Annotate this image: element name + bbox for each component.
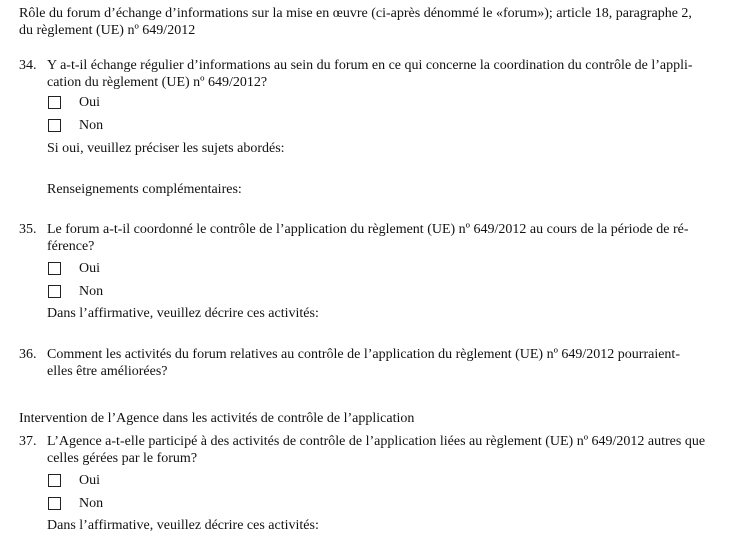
question-37-text-line1: L’Agence a-t-elle participé à des activités de contrôle de l’application liées au règlement (UE) nº 649/2012 autres que: [47, 434, 706, 449]
question-37-text-line2: celles gérées par le forum?: [47, 451, 198, 466]
option-label: Non: [79, 118, 104, 133]
question-35-followup-describe: Dans l’affirmative, veuillez décrire ces activités:: [47, 306, 319, 321]
question-34-text-line1: Y a-t-il échange régulier d’informations au sein du forum en ce qui concerne la coordination du contrôle de l’appli-: [47, 58, 693, 73]
option-label: Non: [79, 496, 104, 511]
checkbox-icon[interactable]: [48, 119, 61, 132]
question-37-followup-describe: Dans l’affirmative, veuillez décrire ces activités:: [47, 518, 319, 533]
question-37-option-yes[interactable]: [48, 472, 100, 489]
checkbox-icon[interactable]: [48, 285, 61, 298]
option-label: Oui: [79, 95, 100, 110]
question-34-followup-additional: Renseignements complémentaires:: [47, 182, 242, 197]
question-34-followup-topics: Si oui, veuillez préciser les sujets abordés:: [47, 141, 285, 156]
checkbox-icon[interactable]: [48, 262, 61, 275]
option-label: Non: [79, 284, 104, 299]
question-36-text-line1: Comment les activités du forum relatives au contrôle de l’application du règlement (UE) nº 649/2012 pourraient-: [47, 347, 680, 362]
question-37-option-no[interactable]: [48, 495, 103, 512]
section-heading-forum-line1: Rôle du forum d’échange d’informations sur la mise en œuvre (ci-après dénommé le «forum»); article 18, paragraphe 2,: [19, 6, 692, 21]
question-36-text-line2: elles être améliorées?: [47, 364, 168, 379]
checkbox-icon[interactable]: [48, 497, 61, 510]
question-37-number: 37.: [19, 434, 37, 449]
question-35-text-line1: Le forum a-t-il coordonné le contrôle de l’application du règlement (UE) nº 649/2012 au cours de la période de ré-: [47, 222, 689, 237]
question-35-option-no[interactable]: [48, 283, 103, 300]
question-34-option-yes[interactable]: [48, 94, 100, 111]
section-heading-forum-line2: du règlement (UE) nº 649/2012: [19, 23, 196, 38]
question-35-number: 35.: [19, 222, 37, 237]
option-label: Oui: [79, 473, 100, 488]
question-34-number: 34.: [19, 58, 37, 73]
checkbox-icon[interactable]: [48, 474, 61, 487]
option-label: Oui: [79, 261, 100, 276]
question-34-option-no[interactable]: [48, 117, 103, 134]
section-heading-agency: Intervention de l’Agence dans les activités de contrôle de l’application: [19, 411, 415, 426]
question-34-text-line2: cation du règlement (UE) nº 649/2012?: [47, 75, 268, 90]
question-36-number: 36.: [19, 347, 37, 362]
question-35-option-yes[interactable]: [48, 260, 100, 277]
checkbox-icon[interactable]: [48, 96, 61, 109]
question-35-text-line2: férence?: [47, 239, 95, 254]
